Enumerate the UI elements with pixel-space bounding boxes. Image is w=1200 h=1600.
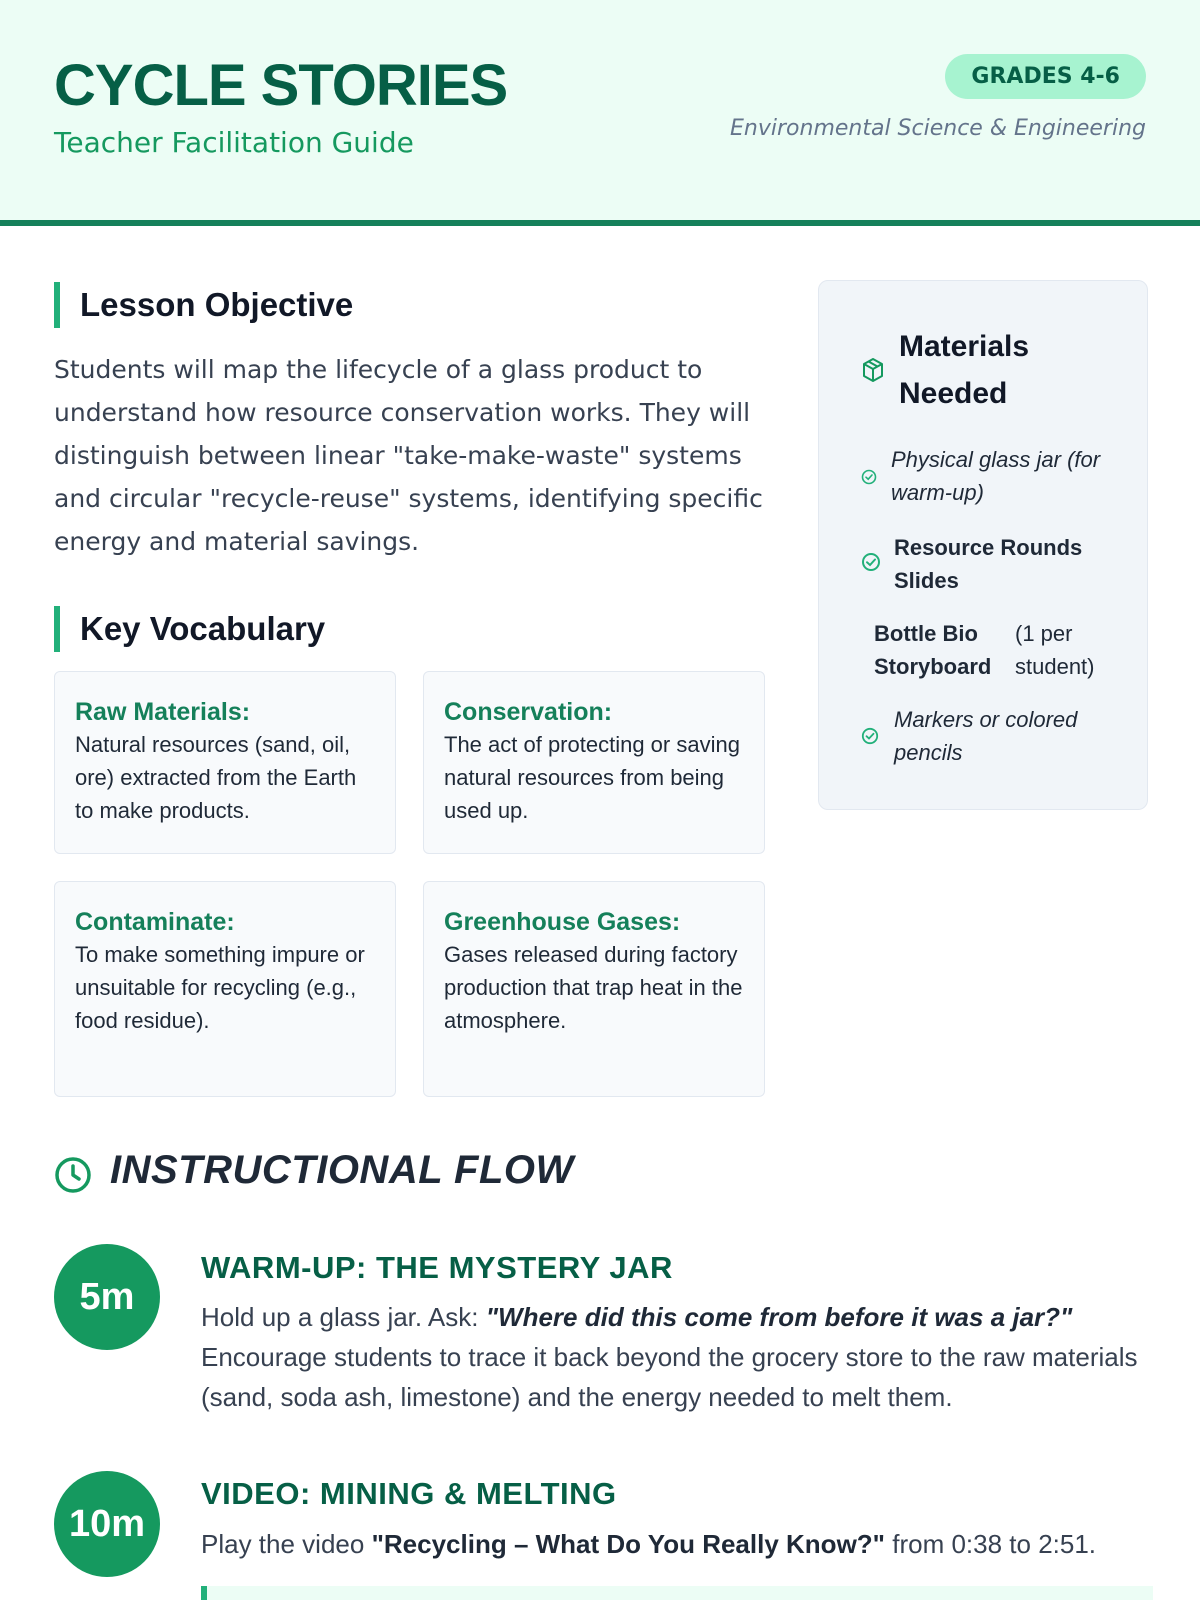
discipline-label: Environmental Science & Engineering bbox=[730, 116, 1146, 141]
material-item-name: Bottle Bio Storyboard bbox=[874, 621, 992, 679]
vocab-term: Raw Materials: bbox=[75, 698, 251, 726]
vocab-card bbox=[54, 671, 396, 854]
step-lead: Play the video bbox=[201, 1529, 365, 1559]
vocab-definition: Natural resources (sand, oil, ore) extracted from the Earth to make products. bbox=[75, 732, 357, 823]
vocab-term: Greenhouse Gases: bbox=[444, 908, 681, 936]
objective-text: Students will map the lifecycle of a glass product to understand how resource conservation works. They will distinguish between linear "take-make-waste" systems and circular "recycle-reuse" systems, identifying specific energy and material savings. bbox=[54, 355, 763, 556]
material-item: Resource Rounds Slides bbox=[894, 535, 1083, 593]
package-icon bbox=[861, 357, 885, 383]
material-item: Physical glass jar (for warm-up) bbox=[891, 447, 1101, 505]
step-body bbox=[201, 1297, 1151, 1417]
vocab-term: Conservation: bbox=[444, 698, 613, 726]
vocab-definition: To make something impure or unsuitable for recycling (e.g., food residue). bbox=[75, 942, 365, 1033]
step-detail: from 0:38 to 2:51. bbox=[892, 1529, 1097, 1559]
objective-heading: Lesson Objective bbox=[54, 282, 353, 328]
grade-badge: GRADES 4-6 bbox=[945, 54, 1146, 99]
check-circle-icon bbox=[861, 727, 879, 745]
materials-heading: Materials Needed bbox=[899, 330, 1030, 410]
materials-panel bbox=[818, 280, 1148, 810]
step-body bbox=[201, 1524, 1161, 1564]
vocab-definition: Gases released during factory production that trap heat in the atmosphere. bbox=[444, 942, 743, 1033]
page-title: CYCLE STORIES bbox=[54, 53, 508, 118]
step-detail: Encourage students to trace it back beyond the grocery store to the raw materials (sand, soda ash, limestone) and the energy needed to melt them. bbox=[201, 1342, 1138, 1412]
step-title: VIDEO: MINING & MELTING bbox=[201, 1476, 617, 1511]
step-callout bbox=[201, 1586, 1153, 1600]
vocabulary-heading: Key Vocabulary bbox=[54, 606, 325, 652]
vocab-card bbox=[54, 881, 396, 1097]
vocab-card bbox=[423, 671, 765, 854]
check-circle-icon bbox=[861, 469, 877, 485]
clock-icon bbox=[54, 1156, 92, 1194]
step-lead: Hold up a glass jar. Ask: bbox=[201, 1302, 479, 1332]
vocab-card bbox=[423, 881, 765, 1097]
step-quote: "Where did this come from before it was a jar?" bbox=[485, 1302, 1073, 1332]
vocab-term: Contaminate: bbox=[75, 908, 235, 936]
flow-heading: INSTRUCTIONAL FLOW bbox=[110, 1148, 574, 1192]
step-time-badge: 10m bbox=[54, 1471, 160, 1577]
material-item: Markers or colored pencils bbox=[894, 707, 1078, 765]
check-circle-icon bbox=[861, 552, 881, 572]
vocab-definition: The act of protecting or saving natural resources from being used up. bbox=[444, 732, 740, 823]
page-header bbox=[0, 0, 1200, 226]
step-title: WARM-UP: THE MYSTERY JAR bbox=[201, 1250, 673, 1285]
page-subtitle: Teacher Facilitation Guide bbox=[54, 126, 414, 159]
video-title: "Recycling – What Do You Really Know?" bbox=[371, 1529, 885, 1559]
step-time-badge: 5m bbox=[54, 1244, 160, 1350]
material-item-note: (1 per student) bbox=[1015, 621, 1095, 679]
